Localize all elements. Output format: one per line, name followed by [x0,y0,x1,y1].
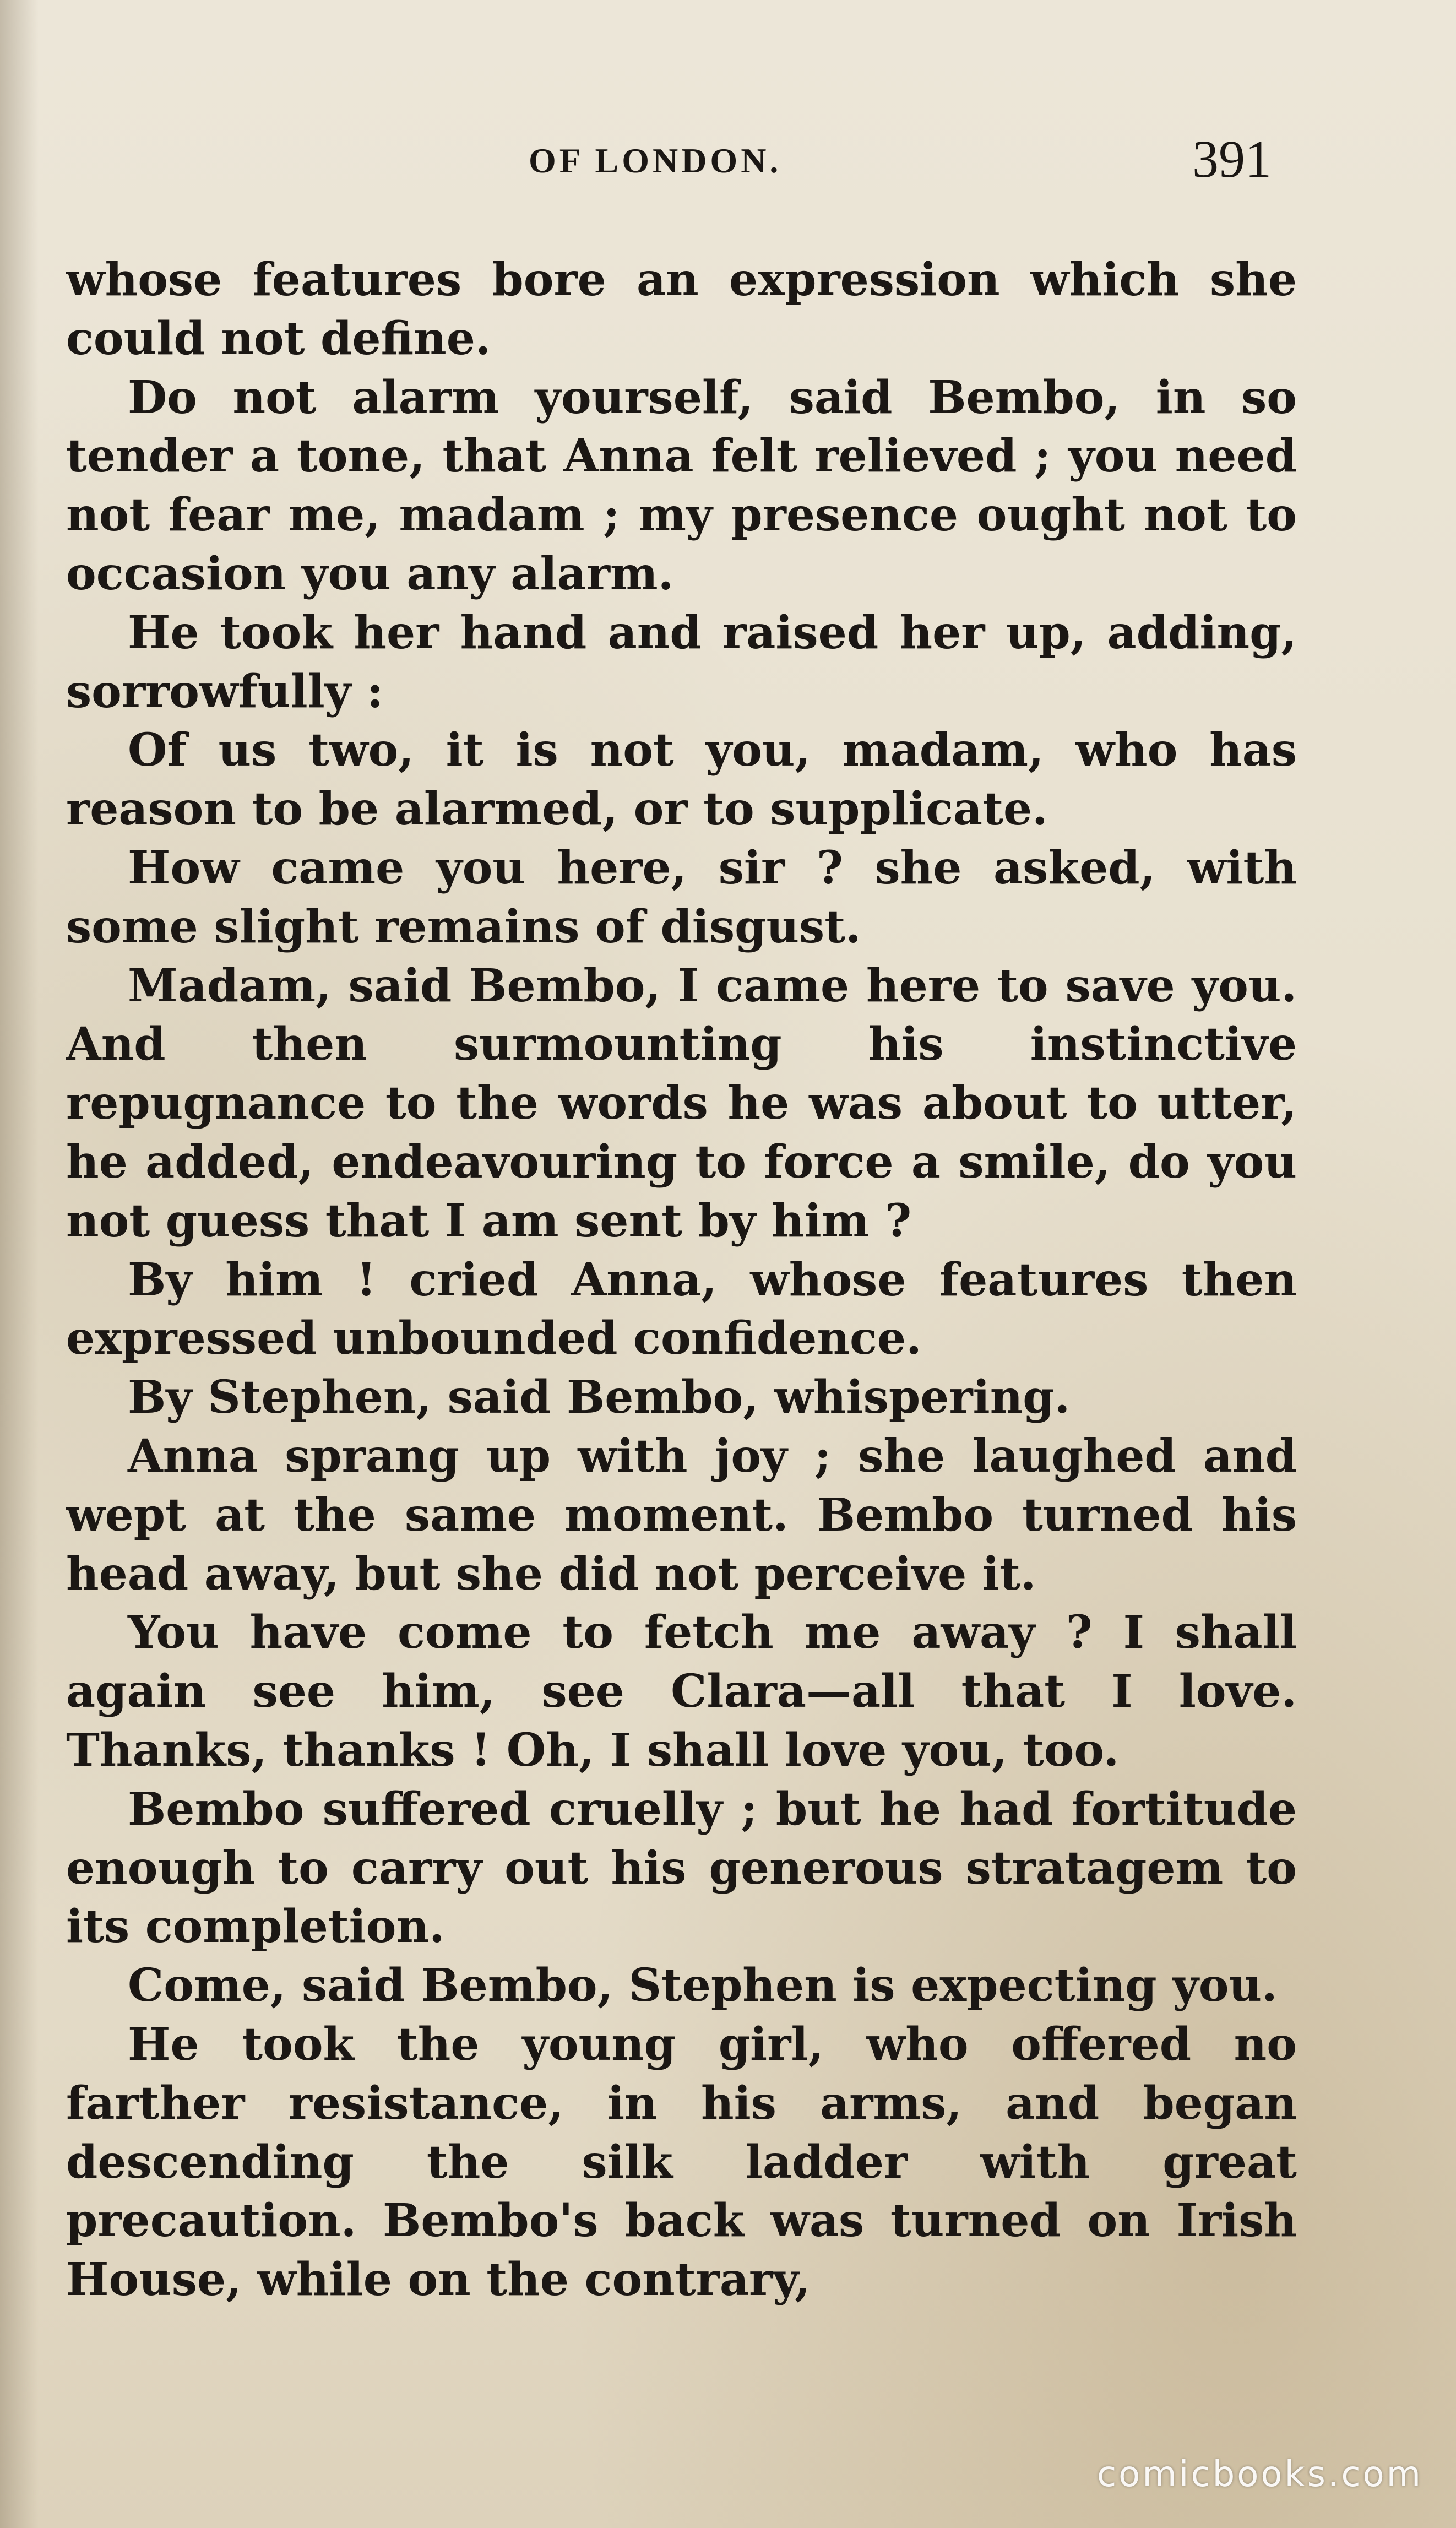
running-header [0,124,1456,190]
paragraph: Bembo suffered cruelly ; but he had fortitude enough to carry out his generous stratagem to its completion. [66,1782,1297,1954]
paragraph: How came you here, sir ? she asked, with some slight remains of disgust. [66,841,1297,953]
page-number: 391 [1192,129,1272,188]
paragraph: Of us two, it is not you, madam, who has reason to be alarmed, or to supplicate. [66,724,1297,836]
body-text [66,251,1297,2309]
paragraph: Madam, said Bembo, I came here to save you. And then surmounting his instinctive repugnance to the words he was about to utter, he added, endeavouring to force a smile, do you not guess that I am sent by him ? [66,959,1297,1247]
paragraph: By Stephen, said Bembo, whispering. [128,1371,1071,1424]
paragraph: He took the young girl, who offered no farther resistance, in his arms, and began descending the silk ladder with great precaution. Bembo's back was turned on Irish House, while on the contrary, [66,2017,1297,2307]
running-title: OF LONDON. [529,141,782,180]
paragraph: He took her hand and raised her up, adding, sorrowfully : [66,606,1297,718]
paragraph: whose features bore an expression which she could not define. [66,253,1297,365]
page-gutter-shadow [0,0,39,2528]
paragraph: By him ! cried Anna, whose features then expressed unbounded confidence. [66,1253,1297,1365]
paragraph: Anna sprang up with joy ; she laughed and wept at the same moment. Bembo turned his head away, but she did not perceive it. [66,1429,1297,1601]
paragraph: You have come to fetch me away ? I shall again see him, see Clara—all that I love. Thanks, thanks ! Oh, I shall love you, too. [66,1606,1297,1777]
paragraph: Come, said Bembo, Stephen is expecting you. [128,1959,1278,2012]
paragraph: Do not alarm yourself, said Bembo, in so tender a tone, that Anna felt relieved ; you need not fear me, madam ; my presence ought not to occasion you any alarm. [66,371,1297,600]
watermark: comicbooks.com [1096,2454,1423,2495]
